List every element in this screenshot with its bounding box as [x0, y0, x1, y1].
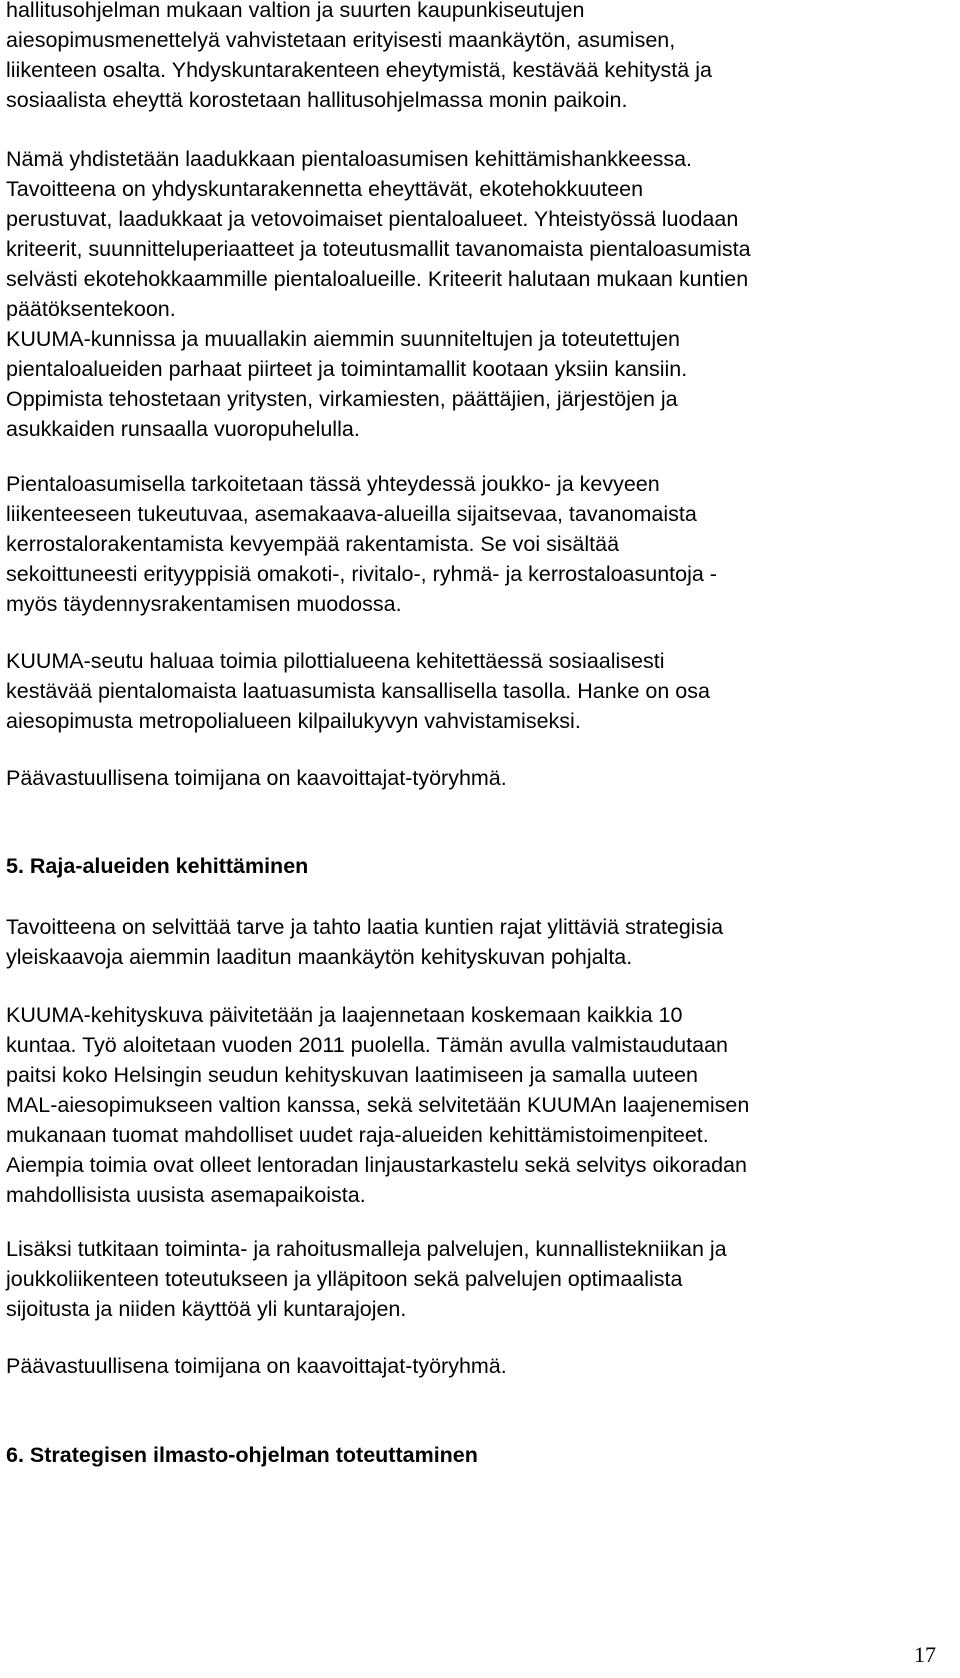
- text-line: kestävää pientalomaista laatuasumista kansallisella tasolla. Hanke on osa: [6, 679, 710, 703]
- paragraph-paavastuullinen-2: [6, 1351, 906, 1381]
- text-line: liikenteeseen tukeutuvaa, asemakaava-alueilla sijaitsevaa, tavanomaista: [6, 502, 697, 526]
- text-line: KUUMA-seutu haluaa toimia pilottialueena kehitettäessä sosiaalisesti: [6, 649, 665, 673]
- paragraph-paavastuullinen-1: [6, 763, 906, 793]
- text-line: yleiskaavoja aiemmin laaditun maankäytön kehityskuvan pohjalta.: [6, 945, 633, 969]
- text-line: selvästi ekotehokkaammille pientaloalueille. Kriteerit halutaan mukaan kuntien: [6, 267, 749, 291]
- text-line: paitsi koko Helsingin seudun kehityskuvan laatimiseen ja samalla uuteen: [6, 1063, 698, 1087]
- section-heading-6: 6. Strategisen ilmasto-ohjelman toteuttaminen: [6, 1443, 478, 1467]
- section-heading-5: 5. Raja-alueiden kehittäminen: [6, 854, 309, 878]
- text-line: kuntaa. Työ aloitetaan vuoden 2011 puolella. Tämän avulla valmistaudutaan: [6, 1033, 728, 1057]
- text-line: hallitusohjelman mukaan valtion ja suurten kaupunkiseutujen: [6, 0, 585, 22]
- text-line: Oppimista tehostetaan yritysten, virkamiesten, päättäjien, järjestöjen ja: [6, 387, 678, 411]
- text-line: KUUMA-kehityskuva päivitetään ja laajennetaan koskemaan kaikkia 10: [6, 1003, 683, 1027]
- text-line: Tavoitteena on selvittää tarve ja tahto laatia kuntien rajat ylittäviä strategisia: [6, 915, 724, 939]
- text-line: sosiaalista eheyttä korostetaan hallitusohjelmassa monin paikoin.: [6, 88, 628, 112]
- text-line: Aiempia toimia ovat olleet lentoradan linjaustarkastelu sekä selvitys oikoradan: [6, 1153, 747, 1177]
- text-line: sekoittuneesti erityyppisiä omakoti-, rivitalo-, ryhmä- ja kerrostaloasuntoja -: [6, 562, 717, 586]
- paragraph-raja-alueet-tavoite: [6, 912, 906, 972]
- text-line: Päävastuullisena toimijana on kaavoittajat-työryhmä.: [6, 766, 507, 790]
- text-line: kriteerit, suunnitteluperiaatteet ja toteutusmallit tavanomaista pientaloasumista: [6, 237, 751, 261]
- text-line: Nämä yhdistetään laadukkaan pientaloasumisen kehittämishankkeessa.: [6, 147, 693, 171]
- text-line: mahdollisista uusista asemapaikoista.: [6, 1183, 366, 1207]
- paragraph-pientaloasumisella-tarkoitetaan: [6, 469, 906, 619]
- text-line: asukkaiden runsaalla vuoropuhelulla.: [6, 417, 360, 441]
- text-line: sijoitusta ja niiden käyttöä yli kuntarajojen.: [6, 1297, 407, 1321]
- text-line: päätöksentekoon.: [6, 297, 176, 321]
- paragraph-lisaksi-tutkitaan: [6, 1234, 906, 1324]
- text-line: mukanaan tuomat mahdolliset uudet raja-alueiden kehittämistoimenpiteet.: [6, 1123, 709, 1147]
- paragraph-pientaloasuminen-hanke: [6, 144, 906, 444]
- text-line: Lisäksi tutkitaan toiminta- ja rahoitusmalleja palvelujen, kunnallistekniikan ja: [6, 1237, 727, 1261]
- text-line: aiesopimusmenettelyä vahvistetaan erityisesti maankäytön, asumisen,: [6, 28, 676, 52]
- text-line: liikenteen osalta. Yhdyskuntarakenteen eheytymistä, kestävää kehitystä ja: [6, 58, 712, 82]
- text-line: pientaloalueiden parhaat piirteet ja toimintamallit kootaan yksiin kansiin.: [6, 357, 688, 381]
- text-line: MAL-aiesopimukseen valtion kanssa, sekä selvitetään KUUMAn laajenemisen: [6, 1093, 750, 1117]
- text-line: KUUMA-kunnissa ja muuallakin aiemmin suunniteltujen ja toteutettujen: [6, 327, 681, 351]
- text-line: aiesopimusta metropolialueen kilpailukyvyn vahvistamiseksi.: [6, 709, 581, 733]
- text-line: perustuvat, laadukkaat ja vetovoimaiset pientaloalueet. Yhteistyössä luodaan: [6, 207, 739, 231]
- paragraph-hallitusohjelma: [6, 0, 906, 115]
- paragraph-kuuma-kehityskuva: [6, 1000, 906, 1210]
- text-line: myös täydennysrakentamisen muodossa.: [6, 592, 402, 616]
- text-line: Pientaloasumisella tarkoitetaan tässä yhteydessä joukko- ja kevyeen: [6, 472, 660, 496]
- text-line: Tavoitteena on yhdyskuntarakennetta eheyttävät, ekotehokkuuteen: [6, 177, 644, 201]
- text-line: joukkoliikenteen toteutukseen ja ylläpitoon sekä palvelujen optimaalista: [6, 1267, 683, 1291]
- text-line: Päävastuullisena toimijana on kaavoittajat-työryhmä.: [6, 1354, 507, 1378]
- text-line: kerrostalorakentamista kevyempää rakentamista. Se voi sisältää: [6, 532, 620, 556]
- paragraph-kuuma-seutu-pilotti: [6, 646, 906, 736]
- page-number: 17: [914, 1642, 936, 1667]
